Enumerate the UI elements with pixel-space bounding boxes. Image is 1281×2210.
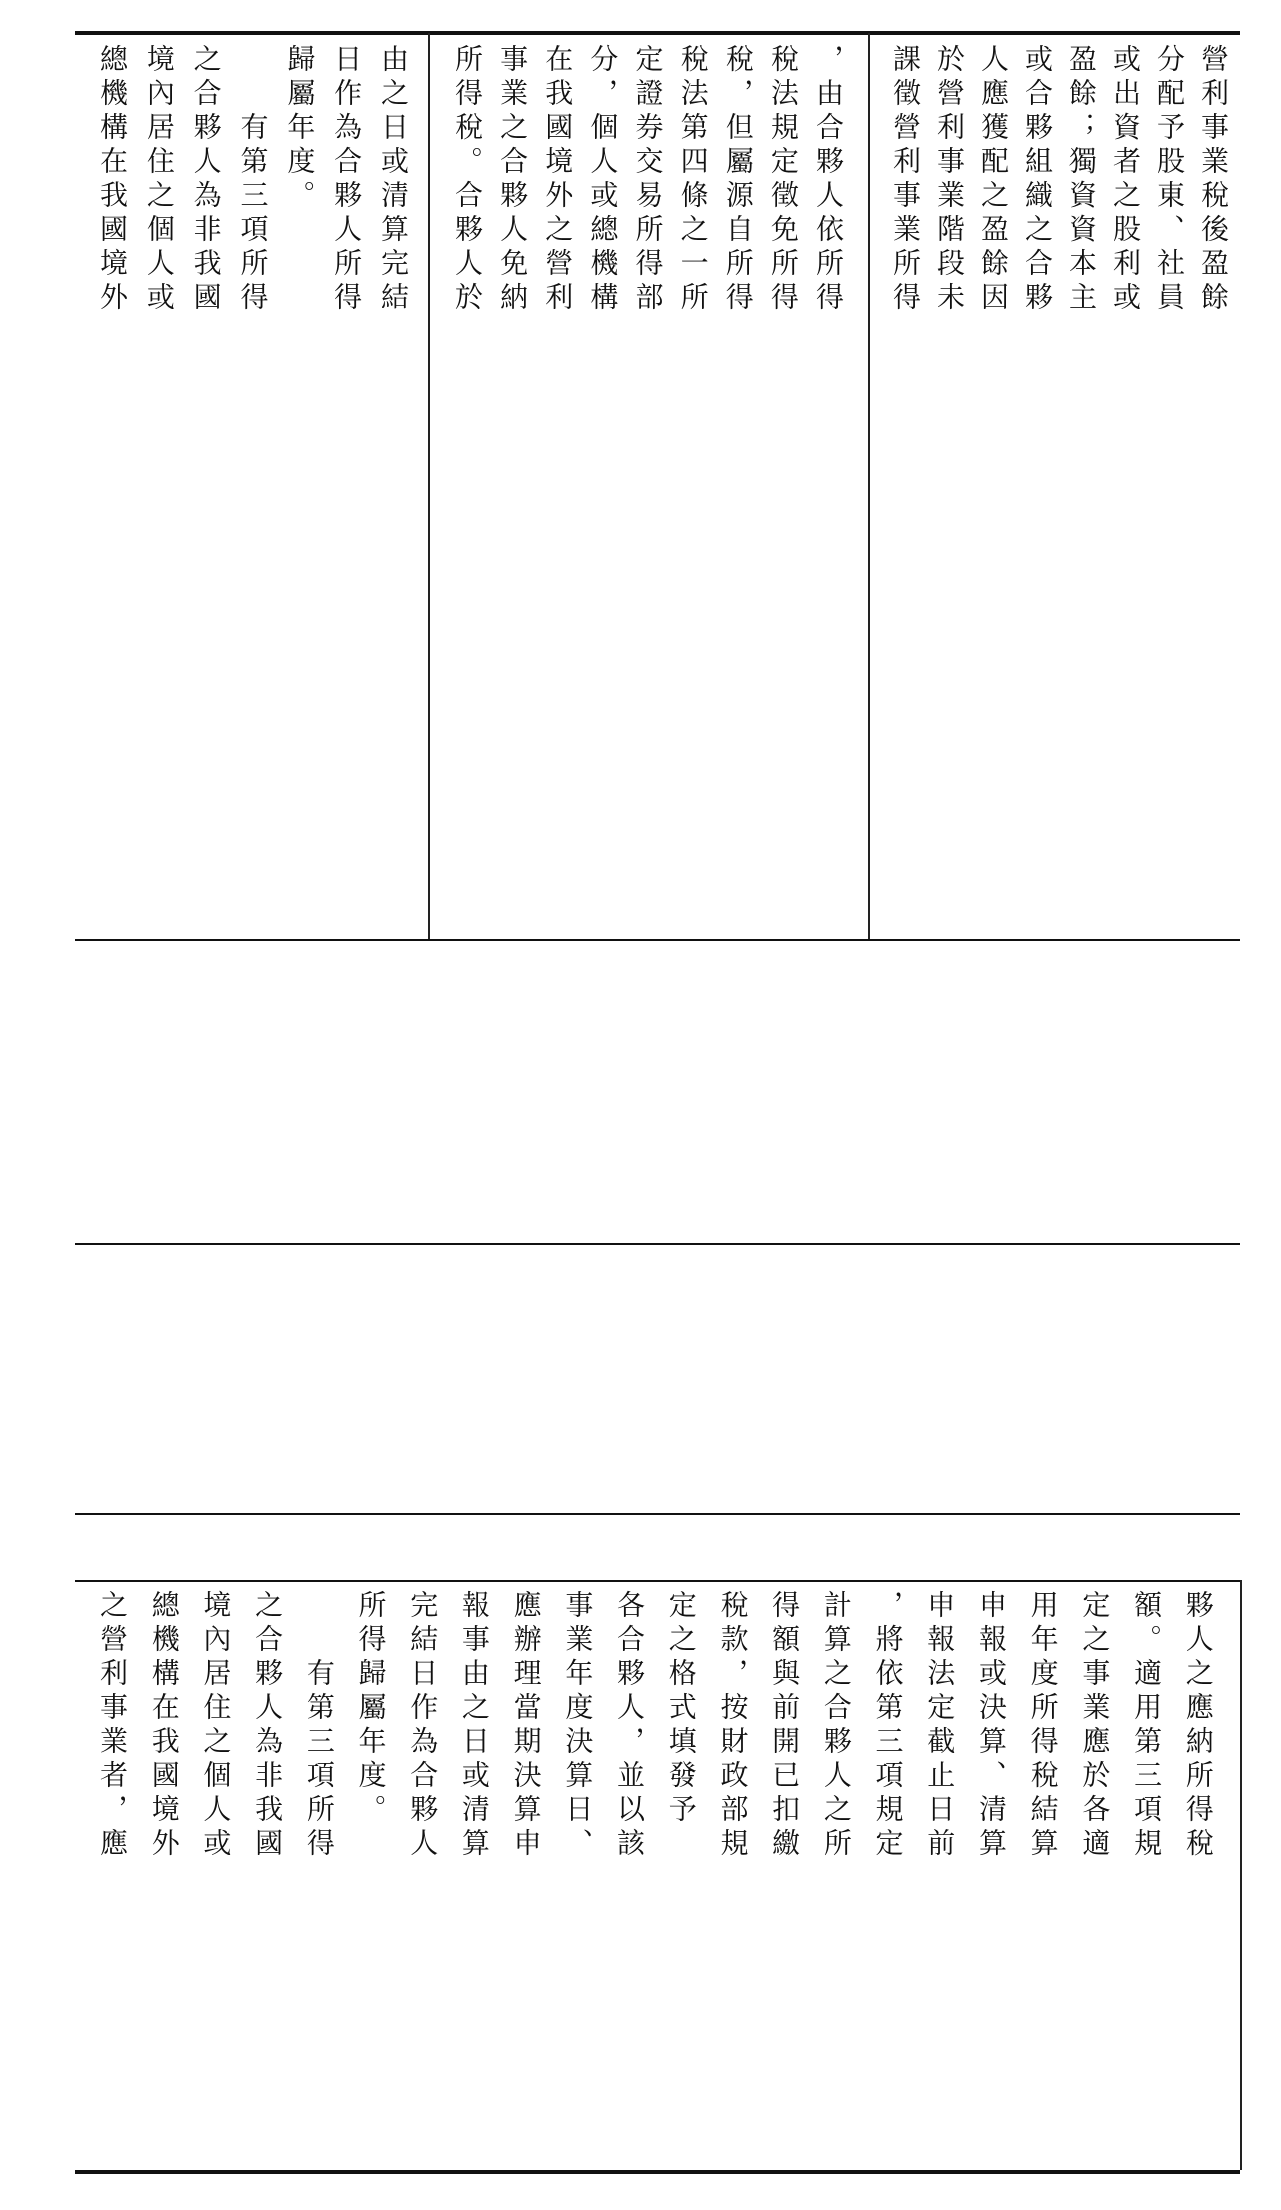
text-column: 分配予股東、社員: [1153, 44, 1186, 316]
text-column: 夥人之應納所得稅: [1181, 1590, 1215, 1862]
text-column: 得額與前開已扣繳: [768, 1590, 802, 1862]
text-column: 額。適用第三項規: [1130, 1590, 1164, 1862]
lower-bottom-rule: [75, 1513, 1240, 1515]
text-column: 用年度所得稅結算: [1026, 1590, 1060, 1862]
text-column: 應辦理當期決算申: [509, 1590, 543, 1862]
bottom-rule: [75, 2170, 1240, 2174]
top-rule: [75, 31, 1240, 35]
lower-column-divider: [1240, 1580, 1242, 2170]
text-column: 歸屬年度。: [283, 44, 317, 214]
text-column: 或合夥組織之合夥: [1021, 44, 1054, 316]
text-column: 報事由之日或清算: [457, 1590, 491, 1862]
text-column: 盈餘；獨資資本主: [1065, 44, 1098, 316]
text-column: 之合夥人為非我國: [251, 1590, 285, 1862]
lower-middle-text-block: [90, 1590, 1220, 2150]
text-column: 完結日作為合夥人: [406, 1590, 440, 1862]
text-column: 稅款，按財政部規: [716, 1590, 750, 1862]
text-column: 有第三項所得: [236, 44, 270, 316]
text-column: 由之日或清算完結: [376, 44, 410, 316]
upper-middle-text-block: [445, 44, 850, 924]
text-column: 事業之合夥人免納: [496, 44, 530, 316]
text-column: 日作為合夥人所得: [330, 44, 364, 316]
text-column: 課徵營利事業所得: [889, 44, 922, 316]
text-column: 定之格式填發予: [664, 1590, 698, 1828]
lower-top-rule-2: [75, 1580, 1240, 1582]
text-column: 之營利事業者，應: [96, 1590, 129, 1862]
text-column: 總機構在我國境外: [96, 44, 129, 316]
text-column: ，將依第三項規定: [871, 1590, 905, 1862]
text-column: 於營利事業階段未: [933, 44, 966, 316]
upper-column-divider: [428, 33, 430, 939]
text-column: ，由合夥人依所得: [812, 44, 845, 316]
upper-left-text-block: [90, 44, 415, 924]
text-column: 在我國境外之營利: [541, 44, 575, 316]
text-column: 總機構在我國境外: [147, 1590, 181, 1862]
text-column: 境內居住之個人或: [199, 1590, 233, 1862]
upper-right-text-block: [890, 44, 1235, 924]
text-column: 人應獲配之盈餘因: [977, 44, 1010, 316]
text-column: 境內居住之個人或: [142, 44, 176, 316]
text-column: 稅法規定徵免所得: [766, 44, 800, 316]
text-column: 申報或決算、清算: [974, 1590, 1008, 1862]
text-column: 定之事業應於各適: [1078, 1590, 1112, 1862]
text-column: 稅，但屬源自所得: [721, 44, 755, 316]
text-column: 稅法第四條之一所: [676, 44, 710, 316]
text-column: 所得歸屬年度。: [354, 1590, 388, 1828]
lower-top-rule: [75, 1243, 1240, 1245]
text-column: 定證券交易所得部: [631, 44, 665, 316]
upper-column-divider: [868, 33, 870, 939]
text-column: 或出資者之股利或: [1109, 44, 1142, 316]
text-column: 營利事業稅後盈餘: [1197, 44, 1230, 316]
text-column: 事業年度決算日、: [561, 1590, 595, 1862]
text-column: 有第三項所得: [302, 1590, 336, 1862]
text-column: 所得稅。合夥人於: [451, 44, 484, 316]
text-column: 分，個人或總機構: [586, 44, 620, 316]
text-column: 計算之合夥人之所: [819, 1590, 853, 1862]
upper-bottom-rule: [75, 939, 1240, 941]
text-column: 之合夥人為非我國: [189, 44, 223, 316]
text-column: 各合夥人，並以該: [613, 1590, 647, 1862]
text-column: 申報法定截止日前: [923, 1590, 957, 1862]
